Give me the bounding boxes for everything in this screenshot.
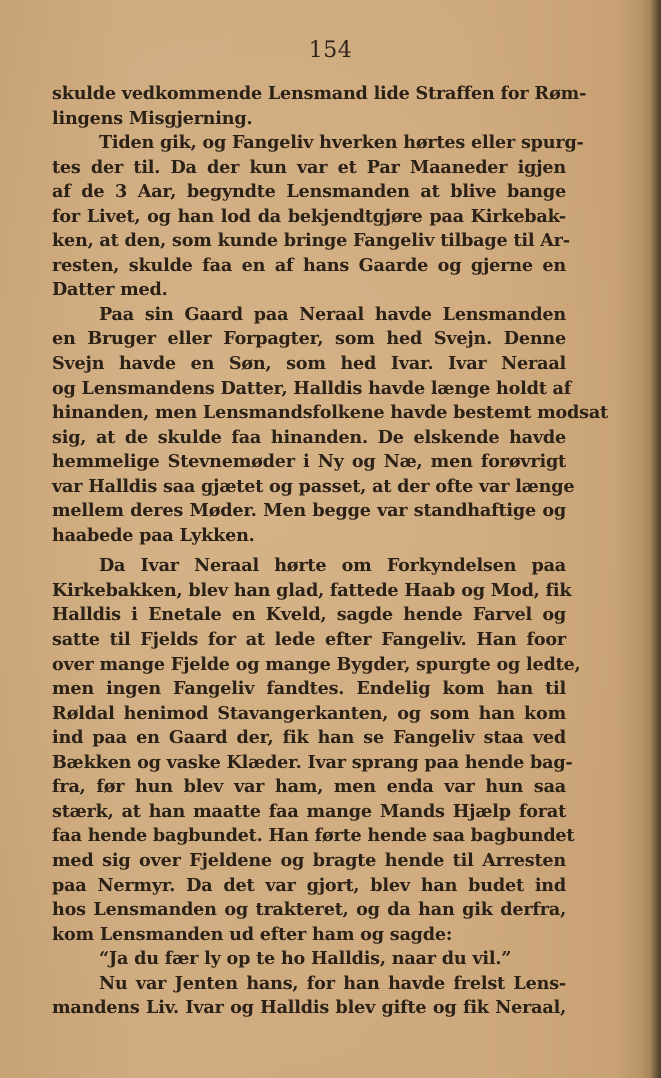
text-line: Nu var Jenten hans, for han havde frelst Lens- (99, 972, 566, 994)
text-line: Tiden gik, og Fangeliv hverken hørtes eller spurg- (99, 132, 584, 154)
text-line: faa hende bagbundet. Han førte hende saa bagbundet (52, 825, 575, 847)
text-line: “Ja du fær ly op te ho Halldis, naar du vil.” (99, 948, 512, 970)
text-line: Røldal henimod Stavangerkanten, og som han kom (52, 702, 566, 724)
text-line: med sig over Fjeldene og bragte hende til Arresten (52, 849, 566, 871)
text-line: Paa sin Gaard paa Neraal havde Lensmanden (99, 303, 566, 325)
text-line: mandens Liv. Ivar og Halldis blev gifte og fik Neraal, (52, 997, 566, 1019)
text-line: lingens Misgjerning. (52, 107, 253, 129)
text-line: og Lensmandens Datter, Halldis havde længe holdt af (52, 377, 572, 399)
text-line: for Livet, og han lod da bekjendtgjøre paa Kirkebak- (52, 205, 566, 227)
body-text (52, 82, 608, 1021)
quoted-speech (52, 947, 566, 972)
paragraph (52, 303, 608, 548)
text-line: Svejn havde en Søn, som hed Ivar. Ivar Neraal (52, 353, 566, 375)
text-line: stærk, at han maatte faa mange Mands Hjælp forat (52, 800, 566, 822)
text-line: kom Lensmanden ud efter ham og sagde: (52, 923, 453, 945)
text-line: Halldis i Enetale en Kveld, sagde hende Farvel og (52, 604, 566, 626)
text-line: haabede paa Lykken. (52, 524, 255, 546)
paragraph (52, 131, 584, 303)
text-line: paa Nermyr. Da det var gjort, blev han budet ind (52, 874, 566, 896)
text-line: Kirkebakken, blev han glad, fattede Haab og Mod, fik (52, 579, 572, 601)
text-line: var Halldis saa gjætet og passet, at der ofte var længe (52, 475, 575, 497)
text-line: ken, at den, som kunde bringe Fangeliv tilbage til Ar- (52, 230, 570, 252)
book-binding-edge (649, 0, 661, 1078)
paragraph (52, 554, 581, 947)
text-line: skulde vedkommende Lensmand lide Straffen for Røm- (52, 83, 587, 104)
text-line: satte til Fjelds for at lede efter Fangeliv. Han foor (52, 629, 566, 651)
text-line: hos Lensmanden og trakteret, og da han gik derfra, (52, 899, 566, 921)
text-line: Datter med. (52, 279, 168, 301)
text-line: mellem deres Møder. Men begge var standhaftige og (52, 500, 566, 522)
page-number: 154 (308, 38, 353, 63)
text-line: af de 3 Aar, begyndte Lensmanden at blive bange (52, 181, 566, 203)
text-line: fra, før hun blev var ham, men enda var hun saa (52, 776, 566, 798)
text-line: over mange Fjelde og mange Bygder, spurgte og ledte, (52, 653, 581, 675)
text-line: ind paa en Gaard der, fik han se Fangeliv staa ved (52, 727, 566, 749)
paragraph (52, 972, 566, 1021)
text-line: Da Ivar Neraal hørte om Forkyndelsen paa (99, 555, 566, 577)
text-line: Bækken og vaske Klæder. Ivar sprang paa hende bag- (52, 751, 573, 773)
text-line: en Bruger eller Forpagter, som hed Svejn. Denne (52, 328, 566, 350)
text-line: men ingen Fangeliv fandtes. Endelig kom han til (52, 678, 566, 700)
text-line: hinanden, men Lensmandsfolkene havde bestemt modsat (52, 402, 608, 424)
text-line: resten, skulde faa en af hans Gaarde og gjerne en (52, 254, 566, 276)
text-line: hemmelige Stevnemøder i Ny og Næ, men forøvrigt (52, 451, 566, 473)
paragraph (52, 82, 587, 131)
text-line: sig, at de skulde faa hinanden. De elskende havde (52, 426, 566, 448)
text-line: tes der til. Da der kun var et Par Maaneder igjen (52, 156, 566, 178)
